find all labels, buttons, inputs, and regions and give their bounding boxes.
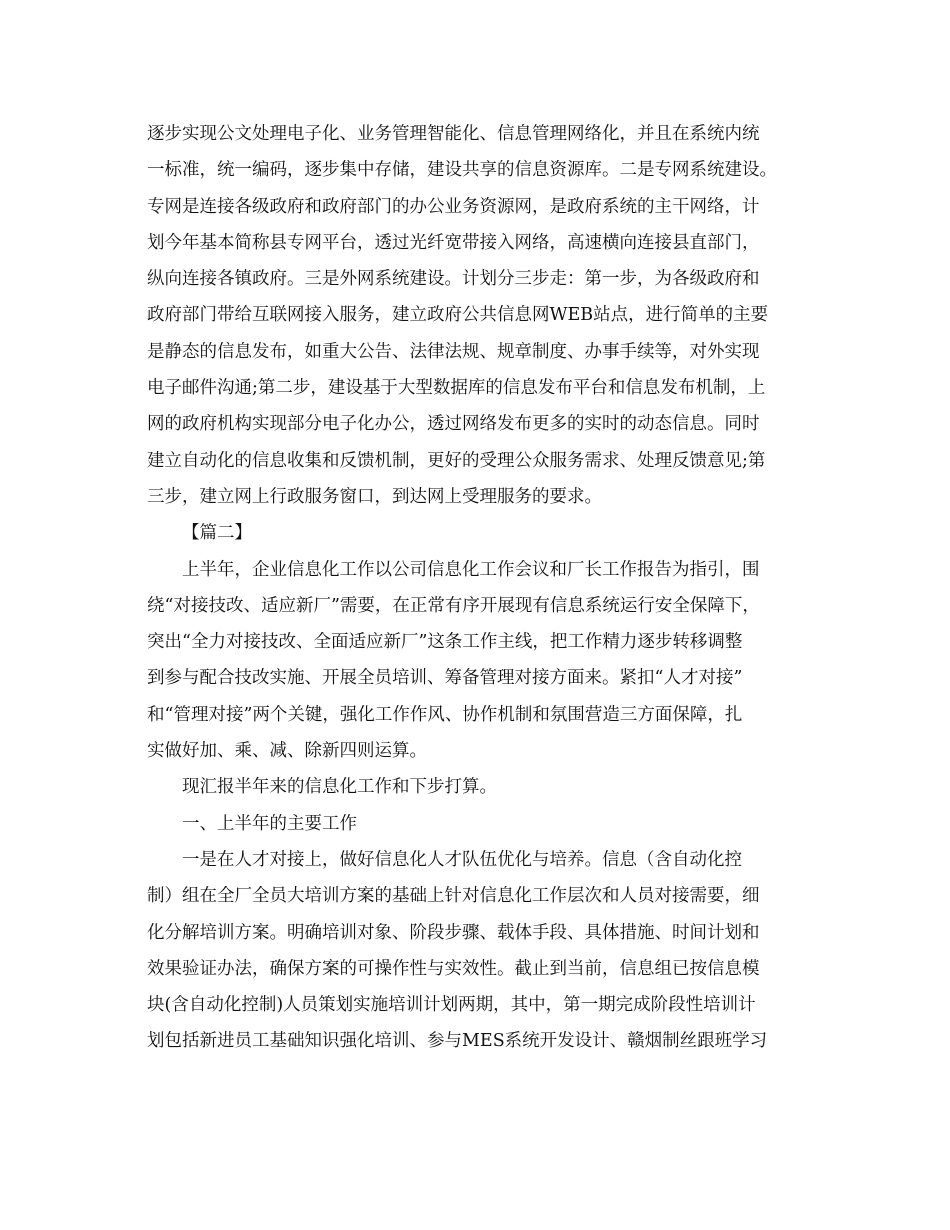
- text-line: 一标准，统一编码，逐步集中存储，建设共享的信息资源库。二是专网系统建设。: [147, 160, 777, 181]
- text-line: 政府部门带给互联网接入服务，建立政府公共信息网WEB站点，进行简单的主要: [147, 305, 769, 326]
- text-line: 三步，建立网上行政服务窗口，到达网上受理服务的要求。: [147, 486, 602, 507]
- text-line: 效果验证办法，确保方案的可操作性与实效性。截止到当前，信息组已按信息模: [147, 958, 760, 979]
- text-line: 划包括新进员工基础知识强化培训、参与MES系统开发设计、赣烟制丝跟班学习: [147, 1031, 768, 1052]
- text-line: 专网是连接各级政府和政府部门的办公业务资源网，是政府系统的主干网络，计: [147, 196, 760, 217]
- document-body: [147, 116, 807, 1060]
- paragraph-section2: [147, 552, 807, 770]
- text-line: 突出“全力对接技改、全面适应新厂”这条工作主线，把工作精力逐步转移调整: [147, 632, 743, 653]
- text-line: 网的政府机构实现部分电子化办公，透过网络发布更多的实时的动态信息。同时: [147, 414, 760, 435]
- text-line: 划今年基本简称县专网平台，透过光纤宽带接入网络，高速横向连接县直部门，: [147, 232, 760, 253]
- text-line: 实做好加、乘、减、除新四则运算。: [147, 741, 427, 762]
- text-line: 电子邮件沟通;第二步，建设基于大型数据库的信息发布平台和信息发布机制，上: [147, 378, 766, 399]
- text-line: 纵向连接各镇政府。三是外网系统建设。计划分三步走：第一步，为各级政府和: [147, 269, 760, 290]
- text-line: 制）组在全厂全员大培训方案的基础上针对信息化工作层次和人员对接需要，细: [147, 886, 760, 907]
- subheading: 一、上半年的主要工作: [182, 813, 357, 834]
- paragraph-section1: [147, 116, 807, 515]
- report-line: 现汇报半年来的信息化工作和下步打算。: [182, 777, 497, 798]
- text-line: 逐步实现公文处理电子化、业务管理智能化、信息管理网络化，并且在系统内统: [147, 124, 760, 144]
- text-line: 到参与配合技改实施、开展全员培训、筹备管理对接方面来。紧扣“人才对接”: [147, 668, 743, 689]
- text-line: 化分解培训方案。明确培训对象、阶段步骤、载体手段、具体措施、时间计划和: [147, 922, 760, 943]
- text-line: 块(含自动化控制)人员策划实施培训计划两期，其中，第一期完成阶段性培训计: [147, 995, 756, 1016]
- text-line: 上半年，企业信息化工作以公司信息化工作会议和厂长工作报告为指引，围: [182, 559, 760, 580]
- text-line: 绕“对接技改、适应新厂”需要，在正常有序开展现有信息系统运行安全保障下，: [147, 595, 760, 616]
- text-line: 是静态的信息发布，如重大公告、法律法规、规章制度、办事手续等，对外实现: [147, 341, 760, 362]
- text-line: 建立自动化的信息收集和反馈机制，更好的受理公众服务需求、处理反馈意见;第: [147, 450, 766, 471]
- section-heading: 【篇二】: [182, 523, 252, 544]
- text-line: 一是在人才对接上，做好信息化人才队伍优化与培养。信息（含自动化控: [182, 849, 742, 870]
- paragraph-section3: [147, 842, 807, 1060]
- text-line: 和“管理对接”两个关键，强化工作作风、协作机制和氛围营造三方面保障，扎: [147, 704, 743, 725]
